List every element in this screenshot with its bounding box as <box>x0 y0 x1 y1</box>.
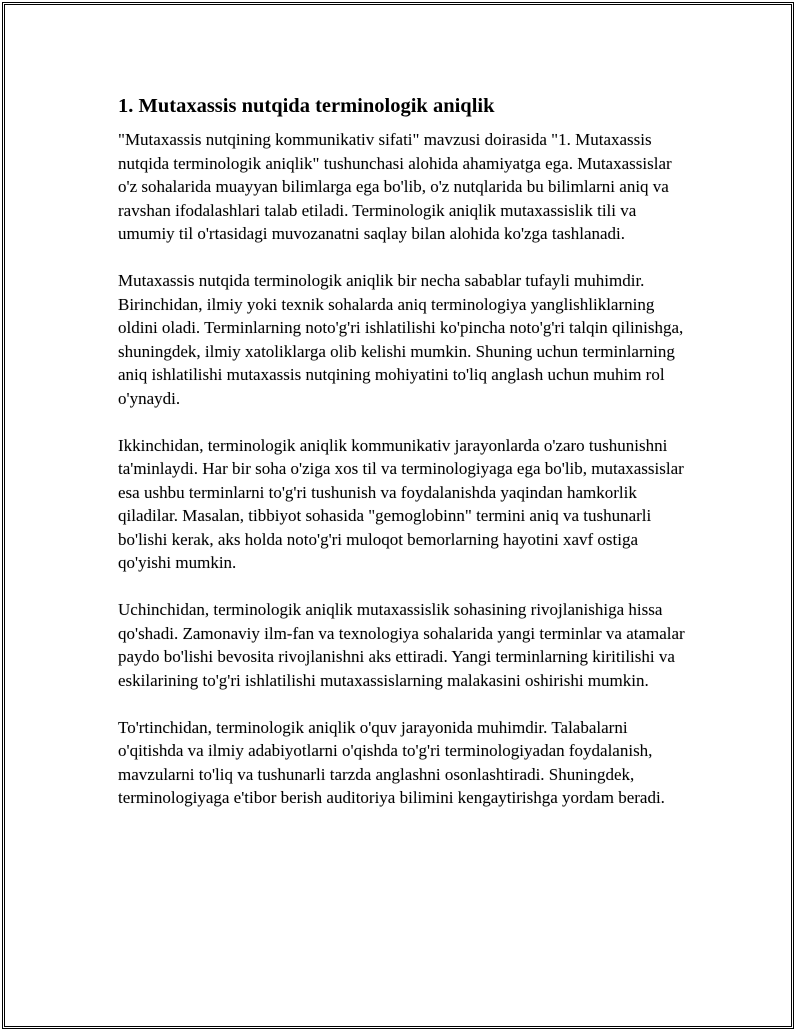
paragraph-intro: "Mutaxassis nutqining kommunikativ sifati" mavzusi doirasida "1. Mutaxassis nutqida terminologik aniqlik" tushunchasi alohida ahamiyatga ega. Mutaxassislar o'z sohalarida muayyan bilimlarga ega bo'lib, o'z nutqlarida bu bilimlarni aniq va ravshan ifodalashlari talab etiladi. Terminologik aniqlik mutaxassislik tili va umumiy til o'rtasidagi muvozanatni saqlay bilan alohida ko'zga tashlanadi. <box>118 130 672 243</box>
paragraph-second-reason: Ikkinchidan, terminologik aniqlik kommunikativ jarayonlarda o'zaro tushunishni ta'minlaydi. Har bir soha o'ziga xos til va terminologiyaga ega bo'lib, mutaxassislar esa ushbu terminlarni to'g'ri tushunish va foydalanishda yaqindan hamkorlik qiladilar. Masalan, tibbiyot sohasida "gemoglobinn" termini aniq va tushunarli bo'lishi kerak, aks holda noto'g'ri muloqot bemorlarning hayotini xavf ostiga qo'yishi mumkin. <box>118 435 684 572</box>
section-heading: 1. Mutaxassis nutqida terminologik aniqlik <box>118 95 495 117</box>
paragraph-third-reason: Uchinchidan, terminologik aniqlik mutaxassislik sohasining rivojlanishiga hissa qo'shadi. Zamonaviy ilm-fan va texnologiya sohalarida yangi terminlar va atamalar paydo bo'lishi bevosita rivojlanishni aks ettiradi. Yangi terminlarning kiritilishi va eskilarining to'g'ri ishlatilishi mutaxassislarning malakasini oshirishi mumkin. <box>118 600 685 690</box>
document-body <box>118 92 693 810</box>
paragraph-fourth-reason: To'rtinchidan, terminologik aniqlik o'quv jarayonida muhimdir. Talabalarni o'qitishda va ilmiy adabiyotlarni o'qishda to'g'ri terminologiyadan foydalanish, mavzularni to'liq va tushunarli tarzda anglashni osonlashtiradi. Shuningdek, terminologiyaga e'tibor berish auditoriya bilimini kengaytirishga yordam beradi. <box>118 717 665 807</box>
paragraph-first-reason: Mutaxassis nutqida terminologik aniqlik bir necha sabablar tufayli muhimdir. Birinchidan, ilmiy yoki texnik sohalarda aniq terminologiya yanglishliklarning oldini oladi. Terminlarning noto'g'ri ishlatilishi ko'pincha noto'g'ri talqin qilinishga, shuningdek, ilmiy xatoliklarga olib kelishi mumkin. Shuning uchun terminlarning aniq ishlatilishi mutaxassis nutqining mohiyatini to'liq anglash uchun muhim rol o'ynaydi. <box>118 271 684 408</box>
